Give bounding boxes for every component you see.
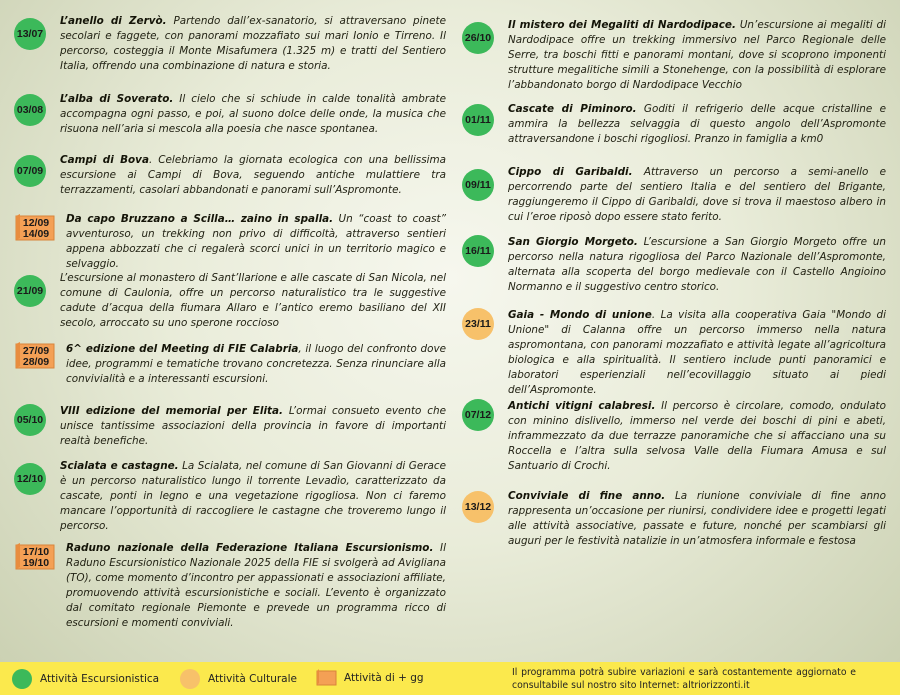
event-title: L’alba di Soverato. [60,93,174,105]
event-title: VIII edizione del memorial per Elita. [60,405,283,417]
date-badge: 07/12 [462,399,494,431]
date-badge: 03/08 [14,94,46,126]
gold-dot-icon [180,669,200,689]
event-title: Antichi vitigni calabresi. [508,400,656,412]
event-title: Gaia - Mondo di unione [508,309,652,321]
event-title: Il mistero dei Megaliti di Nardodipace. [508,19,736,31]
program-note: Il programma potrà subire variazioni e sarà costantemente aggiornato e consultabile sul nostro sito Internet: altriorizzonti.it [512,667,856,691]
multi-day-flag: 12/09 14/09 [14,214,58,244]
date-badge: 26/10 [462,22,494,54]
event-title: Cippo di Garibaldi. [508,166,633,178]
event-description: . La visita alla cooperativa Gaia "Mondo di Unione" di Calanna offre un percorso immerso nella natura aspromontana, con panorami mozzafiato e attività legate all’agricoltura biologica e alla spiritualità. Il sentiero include punti panoramici e laboratori esperienziali nell’ecovillaggio situato ai piedi dell’Aspromonte. [508,309,886,396]
event-title: San Giorgio Morgeto. [508,236,638,248]
date-badge: 21/09 [14,275,46,307]
event-description: La Scialata, nel comune di San Giovanni di Gerace è un percorso naturalistico lungo il torrente Levadìo, caratterizzato da cascate, ponti in legno e una vegetazione rigogliosa. Non ci faremo mancare l’opportunità di raccogliere le castagne che troveremo lungo il percorso. [60,460,446,532]
event-title: Raduno nazionale della Federazione Italiana Escursionismo. [66,542,434,554]
legend-multi-day [316,669,424,687]
event-title: Da capo Bruzzano a Scilla… zaino in spalla. [66,213,334,225]
event-title: Campi di Bova [60,154,149,166]
flag-icon [316,669,338,687]
event-description: Il Raduno Escursionistico Nazionale 2025 della FIE si svolgerà ad Avigliana (TO), come momento d’incontro per appassionati e associazioni affiliate, promuovendo attività escursionistiche e sociali. L’evento è organizzato dal comitato regionale Piemonte e prevede un programma ricco di escursioni e momenti conviviali. [66,542,446,629]
legend-label: Attività Escursionistica [40,673,160,685]
event-description: Attraverso un percorso a semi-anello e percorrendo parte del sentiero Italia e del sentiero del Brigante, raggiungeremo il Cippo di Garibaldi, dove si trova il maestoso albero in cui l’eroe riposò dopo essere stato ferito. [508,166,886,223]
event-title: Scialata e castagne. [60,460,179,472]
event-description: Il percorso è circolare, comodo, ondulato con minino dislivello, immerso nel verde dei boschi di pini e abeti, inframmezzato da due terrazze panoramiche che si affacciano una su Roccella e l’altra sulla selvosa Valle della Fiumara Amusa e sul Santuario di Crochi. [508,400,886,472]
event-description: Goditi il refrigerio delle acque cristalline e ammira la bellezza selvaggia di questo angolo dell’Aspromonte attraversandone i boschi rigogliosi. Pranzo in famiglia a km0 [508,103,886,145]
event-title: 6^ edizione del Meeting di FIE Calabria [66,343,299,355]
event-description: Il cielo che si schiude in calde tonalità ambrate accompagna ogni passo, e poi, al suono dolce delle onde, la musica che risuona nell’aria si mescola alla poesia che nasce spontanea. [60,93,446,135]
date-badge: 16/11 [462,235,494,267]
event-description: . Celebriamo la giornata ecologica con una bellissima escursione ai Campi di Bova, seguendo antiche mulattiere tra terrazzamenti, casolari abbandonati e panorami sull’Aspromonte. [60,154,446,196]
legend-hiking [12,669,159,689]
date-badge: 07/09 [14,155,46,187]
legend-cultural [180,669,297,689]
event-description: Un “coast to coast” avventuroso, un trekking non privo di difficoltà, attraverso sentieri appena abbozzati che ci regalerà scorci unici in un territorio magico e selvaggio. [66,213,446,270]
event-title: Cascate di Piminoro. [508,103,637,115]
event-title: Conviviale di fine anno. [508,490,666,502]
date-badge: 13/12 [462,491,494,523]
event-description: , il luogo del confronto dove idee, programmi e tematiche trovano concretezza. Senza rinunciare alla convivialità e a interessanti escursioni. [66,343,446,385]
event-description: Un’escursione ai megaliti di Nardodipace offre un trekking immersivo nel Parco Regionale delle Serre, tra boschi fitti e panorami montani, dove si scoprono imponenti strutture megalitiche simili a Stonehenge, con la possibilità di esplorare l’abbandonato borgo di Nardodipace Vecchio [508,19,886,91]
date-badge: 23/11 [462,308,494,340]
date-badge: 12/10 [14,463,46,495]
event-description: L’ormai consueto evento che unisce tantissime associazioni della provincia in favore di importanti realtà benefiche. [60,405,447,447]
event-description: Partendo dall’ex-sanatorio, si attraversano pinete secolari e faggete, con panorami mozzafiato sui mari Ionio e Tirreno. Il percorso, costeggia il Monte Misafumera (1.325 m) e tratti del Sentiero Italia, offrendo una combinazione di natura e storia. [60,15,446,72]
legend-label: Attività di + gg [344,672,424,684]
date-badge: 05/10 [14,404,46,436]
date-badge: 09/11 [462,169,494,201]
green-dot-icon [12,669,32,689]
multi-day-flag: 17/10 19/10 [14,543,58,573]
legend-footer [0,662,900,695]
event-title: L’anello di Zervò. [60,15,167,27]
event-description: La riunione conviviale di fine anno rappresenta un’occasione per riunirsi, condividere idee e progetti legati alle attività associative, passate e future, nonché per scambiarsi gli auguri per le festività natalizie in un’atmosfera informale e festosa [508,490,887,547]
date-badge: 13/07 [14,18,46,50]
date-badge: 01/11 [462,104,494,136]
event-description: L’escursione a San Giorgio Morgeto offre un percorso nella natura rigogliosa del Parco Nazionale dell’Aspromonte, alternata alla scoperta del borgo medievale con il Castello Angioino Normanno e il suggestivo centro storico. [508,236,886,293]
multi-day-flag: 27/09 28/09 [14,342,58,372]
legend-label: Attività Culturale [208,673,297,685]
event-description: L’escursione al monastero di Sant’Ilarione e alle cascate di San Nicola, nel comune di Caulonia, offre un percorso naturalistico tra le suggestive cadute d’acqua della fiumara Allaro e l’antico eremo basiliano del XII secolo, arroccato su uno sperone roccioso [60,272,446,329]
